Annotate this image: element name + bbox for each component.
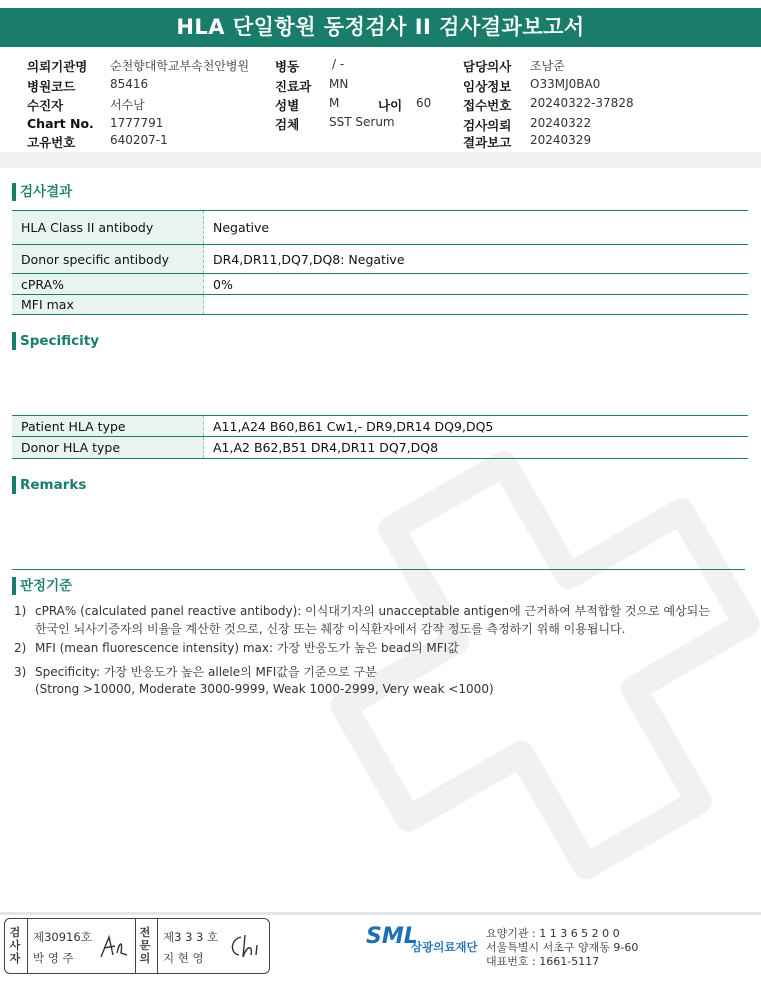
criteria-text: cPRA% (calculated panel reactive antibody): 이식대기자의 unacceptable antigen에 근거하여 부적합할 것으로 예상되는: [35, 604, 710, 618]
table-row: [12, 416, 748, 437]
role-char: 사: [9, 939, 21, 952]
info-label: 고유번호: [27, 135, 76, 150]
criteria-number: 2): [14, 641, 27, 655]
hla-key: Patient HLA type: [12, 416, 204, 437]
header-divider: [0, 152, 761, 168]
info-label: 수진자: [27, 98, 64, 113]
age-value: 60: [416, 96, 432, 110]
info-label: 병원코드: [27, 79, 76, 94]
info-value: MN: [329, 77, 349, 91]
result-value: DR4,DR11,DQ7,DQ8: Negative: [204, 245, 749, 274]
table-row: [12, 295, 748, 315]
age-label: 나이: [378, 98, 403, 113]
criteria-number: 1): [14, 604, 27, 618]
criteria-text: (Strong >10000, Moderate 3000-9999, Weak 1000-2999, Very weak <1000): [35, 682, 494, 696]
criteria-text: Specificity: 가장 반응도가 높은 allele의 MFI값을 기준으로 구분: [35, 665, 377, 679]
role-char: 문: [139, 939, 151, 952]
hla-key: Donor HLA type: [12, 437, 204, 459]
info-value: / -: [332, 57, 345, 71]
criteria-text: 한국인 뇌사기증자의 비율을 계산한 것으로, 신장 또는 췌장 이식환자에서 감작 정도를 측정하기 위해 이용됩니다.: [35, 622, 626, 636]
criteria-divider: [12, 569, 745, 570]
info-value: 1777791: [110, 116, 164, 130]
criteria-text: MFI (mean fluorescence intensity) max: 가장 반응도가 높은 bead의 MFI값: [35, 641, 459, 655]
info-label: 결과보고: [463, 135, 512, 150]
org-address: [486, 927, 638, 969]
info-value: 조남준: [530, 59, 565, 73]
info-label: 담당의사: [463, 59, 512, 74]
info-label: 검사의뢰: [463, 118, 512, 133]
role-char: 자: [9, 952, 21, 965]
result-key: cPRA%: [12, 274, 204, 295]
address-line: 요양기관 : 1 1 3 6 5 2 0 0: [486, 927, 620, 940]
role-char: 검: [9, 926, 21, 939]
result-key: HLA Class II antibody: [12, 211, 204, 245]
result-value: 0%: [204, 274, 749, 295]
info-value: 20240329: [530, 133, 592, 147]
role-char: 의: [139, 952, 151, 965]
info-value: 서수남: [110, 98, 145, 112]
results-section-title: 검사결과: [12, 183, 72, 201]
hla-value: A11,A24 B60,B61 Cw1,- DR9,DR14 DQ9,DQ5: [204, 416, 749, 437]
result-value: [204, 295, 749, 315]
results-table: [12, 210, 748, 315]
hla-value: A1,A2 B62,B51 DR4,DR11 DQ7,DQ8: [204, 437, 749, 459]
criteria-section-title: 판정기준: [12, 577, 72, 595]
signbox-divider: [157, 919, 158, 973]
table-row: [12, 437, 748, 459]
info-value: 20240322: [530, 116, 592, 130]
info-value: SST Serum: [329, 115, 395, 129]
info-value: 20240322-37828: [530, 96, 634, 110]
signature-mark: [97, 933, 131, 961]
remarks-section-title: Remarks: [12, 476, 86, 494]
address-line: 대표번호 : 1661-5117: [486, 955, 600, 968]
watermark-cross: [330, 450, 760, 880]
table-row: [12, 274, 748, 295]
signbox-divider: [27, 919, 28, 973]
specialist-name: 지 현 영: [163, 951, 204, 965]
inspector-name: 박 영 주: [33, 951, 74, 965]
criteria-number: 3): [14, 665, 27, 679]
address-line: 서울특별시 서초구 양재동 9-60: [486, 941, 639, 954]
result-value: Negative: [204, 211, 749, 245]
result-key: Donor specific antibody: [12, 245, 204, 274]
result-key: MFI max: [12, 295, 204, 315]
signature-box: [4, 918, 270, 974]
info-value: 85416: [110, 77, 149, 91]
info-label: 성별: [275, 98, 300, 113]
info-label: 검체: [275, 117, 300, 132]
info-label: 진료과: [275, 79, 312, 94]
info-value: 순천향대학교부속천안병원: [110, 59, 250, 73]
info-label: 임상정보: [463, 79, 512, 94]
info-value: 640207-1: [110, 133, 168, 147]
table-row: [12, 211, 748, 245]
info-value: M: [329, 96, 340, 110]
info-label: 접수번호: [463, 98, 512, 113]
info-label: Chart No.: [27, 116, 94, 131]
page-title: HLA 단일항원 동정검사 II 검사결과보고서: [0, 8, 761, 47]
info-label: 의뢰기관명: [27, 59, 88, 74]
role-char: 전: [139, 926, 151, 939]
footer-divider: [0, 912, 761, 915]
signbox-divider: [135, 919, 136, 973]
info-label: 병동: [275, 59, 300, 74]
hla-type-table: [12, 415, 748, 459]
org-name: 삼광의료재단: [411, 940, 478, 954]
table-row: [12, 245, 748, 274]
logo-text: SML: [366, 924, 418, 949]
specificity-section-title: Specificity: [12, 332, 99, 350]
license-number: 제3 3 3 호: [163, 930, 219, 944]
license-number: 제30916호: [33, 930, 92, 944]
info-value: O33MJ0BA0: [530, 77, 601, 91]
signature-mark: [225, 931, 265, 961]
